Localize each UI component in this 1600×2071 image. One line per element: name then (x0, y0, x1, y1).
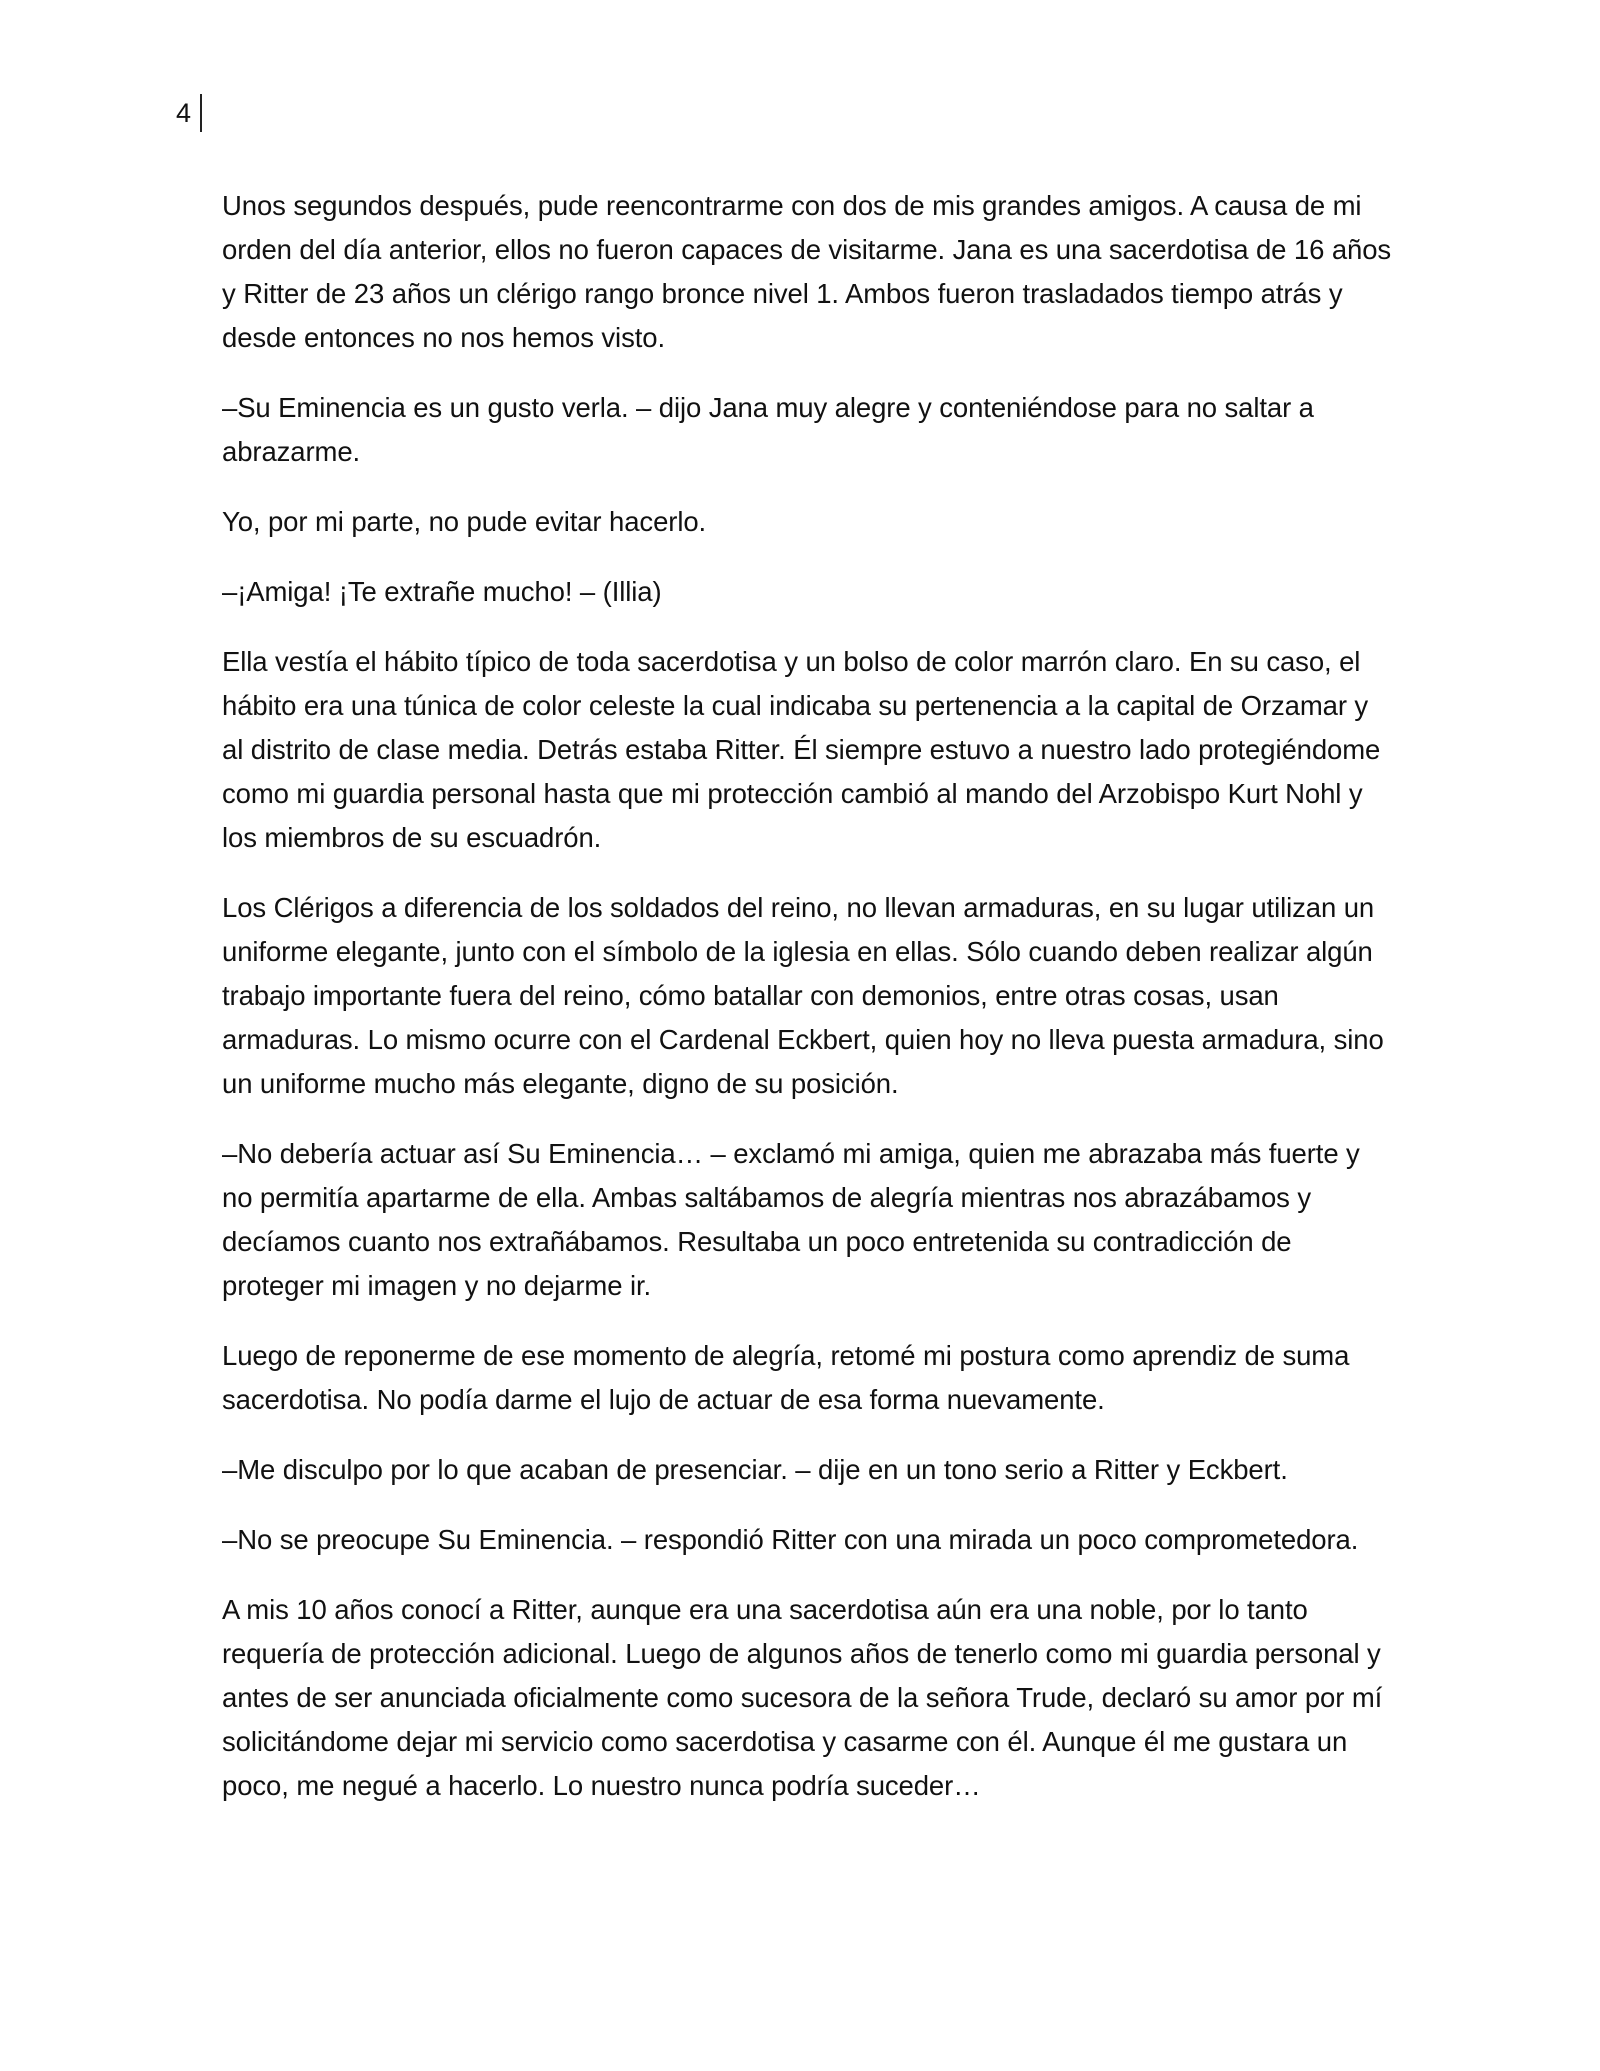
paragraph: –No se preocupe Su Eminencia. – respondió Ritter con una mirada un poco comprometedora. (222, 1524, 1359, 1555)
body-text (222, 184, 1394, 1834)
paragraph: –No debería actuar así Su Eminencia… – exclamó mi amiga, quien me abrazaba más fuerte y no permitía apartarme de ella. Ambas saltábamos de alegría mientras nos abrazábamos y decíamos cuanto nos extrañábamos. Resultaba un poco entretenida su contradicción de proteger mi imagen y no dejarme ir. (222, 1138, 1360, 1301)
paragraph: Unos segundos después, pude reencontrarme con dos de mis grandes amigos. A causa de mi orden del día anterior, ellos no fueron capaces de visitarme. Jana es una sacerdotisa de 16 años y Ritter de 23 años un clérigo rango bronce nivel 1. Ambos fueron trasladados tiempo atrás y desde entonces no nos hemos visto. (222, 190, 1392, 353)
page-header (176, 93, 202, 133)
page-number: 4 (176, 98, 192, 128)
header-divider (200, 94, 202, 132)
paragraph: Yo, por mi parte, no pude evitar hacerlo. (222, 506, 707, 537)
paragraph: –¡Amiga! ¡Te extrañe mucho! – (Illia) (222, 576, 662, 607)
paragraph: –Su Eminencia es un gusto verla. – dijo Jana muy alegre y conteniéndose para no saltar a abrazarme. (222, 392, 1314, 467)
paragraph: A mis 10 años conocí a Ritter, aunque era una sacerdotisa aún era una noble, por lo tanto requería de protección adicional. Luego de algunos años de tenerlo como mi guardia personal y antes de ser anunciada oficialmente como sucesora de la señora Trude, declaró su amor por mí solicitándome dejar mi servicio como sacerdotisa y casarme con él. Aunque él me gustara un poco, me negué a hacerlo. Lo nuestro nunca podría suceder… (222, 1594, 1383, 1801)
paragraph: Luego de reponerme de ese momento de alegría, retomé mi postura como aprendiz de suma sacerdotisa. No podía darme el lujo de actuar de esa forma nuevamente. (222, 1340, 1350, 1415)
paragraph: –Me disculpo por lo que acaban de presenciar. – dije en un tono serio a Ritter y Eckbert. (222, 1454, 1288, 1485)
paragraph: Los Clérigos a diferencia de los soldados del reino, no llevan armaduras, en su lugar utilizan un uniforme elegante, junto con el símbolo de la iglesia en ellas. Sólo cuando deben realizar algún trabajo importante fuera del reino, cómo batallar con demonios, entre otras cosas, usan armaduras. Lo mismo ocurre con el Cardenal Eckbert, quien hoy no lleva puesta armadura, sino un uniforme mucho más elegante, digno de su posición. (222, 892, 1384, 1099)
paragraph: Ella vestía el hábito típico de toda sacerdotisa y un bolso de color marrón claro. En su caso, el hábito era una túnica de color celeste la cual indicaba su pertenencia a la capital de Orzamar y al distrito de clase media. Detrás estaba Ritter. Él siempre estuvo a nuestro lado protegiéndome como mi guardia personal hasta que mi protección cambió al mando del Arzobispo Kurt Nohl y los miembros de su escuadrón. (222, 646, 1381, 853)
